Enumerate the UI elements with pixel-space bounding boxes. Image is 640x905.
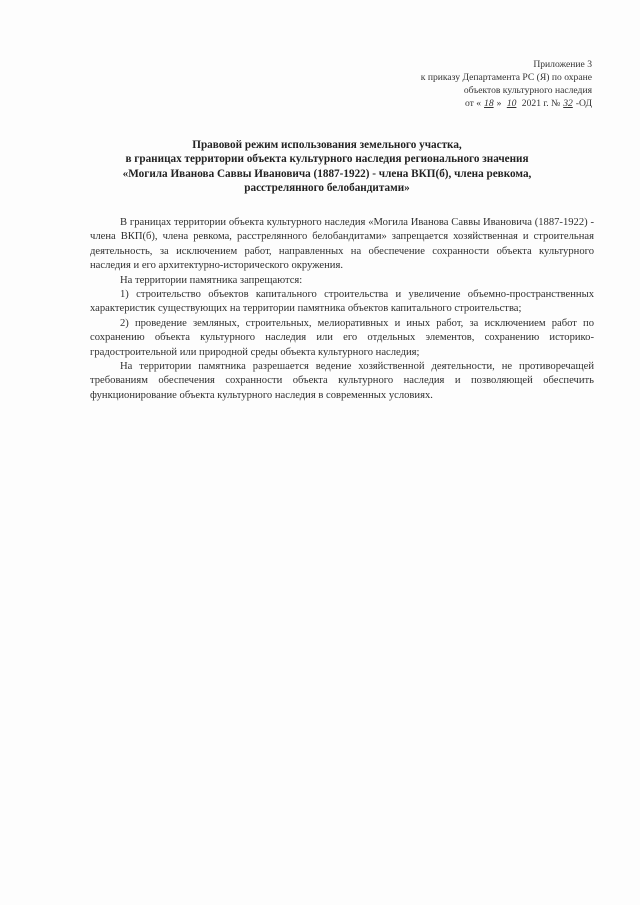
date-mid: »	[496, 98, 504, 109]
paragraph-prohibited-heading: На территории памятника запрещаются:	[120, 274, 303, 286]
list-item-2: 2) проведение земляных, строительных, мелиоративных и иных работ, за исключением работ по сохранению объекта культурного наследия или его отдельных элементов, сохранению историко-градостроительной или природной среды объекта культурного наследия;	[90, 317, 594, 358]
paragraph-permitted: На территории памятника разрешается ведение хозяйственной деятельности, не противоречащей требованиям обеспечения сохранности объекта культурного наследия и позволяющей обеспечить функционирование объекта культурного наследия в современных условиях.	[90, 361, 594, 401]
list-item-1: 1) строительство объектов капитального строительства и увеличение объемно-пространственных характеристик существующих на территории памятника объектов капитального строительства;	[90, 289, 594, 315]
order-suffix: -ОД	[575, 98, 592, 109]
title-line-1: Правовой режим использования земельного участка,	[192, 139, 462, 151]
date-month: 10	[506, 98, 517, 109]
order-number: 32	[563, 98, 573, 109]
title-line-3: «Могила Иванова Саввы Ивановича (1887-1922) - члена ВКП(б), члена ревкома,	[122, 167, 532, 180]
date-year: 2021 г. №	[519, 98, 561, 109]
appendix-order-ref: к приказу Департамента РС (Я) по охране	[420, 72, 592, 83]
paragraph-intro: В границах территории объекта культурного наследия «Могила Иванова Саввы Ивановича (1887-1922) - члена ВКП(б), члена ревкома, расстрелянного белобандитами» запрещается хозяйственная и строительная деятельность, за исключением работ, направленных на обеспечение сохранности объекта культурного наследия и его архитектурно-исторического окружения.	[90, 217, 594, 272]
appendix-title: Приложение 3	[533, 59, 592, 70]
date-day: 18	[484, 98, 494, 109]
title-line-4: расстрелянного белобандитами»	[244, 182, 410, 195]
appendix-order-ref-cont: объектов культурного наследия	[463, 85, 592, 96]
title-line-2: в границах территории объекта культурного наследия регионального значения	[125, 153, 529, 166]
document-body	[90, 216, 594, 403]
document-title	[92, 138, 562, 196]
order-date-line	[332, 97, 592, 110]
appendix-header	[332, 58, 592, 110]
date-prefix: от «	[464, 98, 482, 109]
